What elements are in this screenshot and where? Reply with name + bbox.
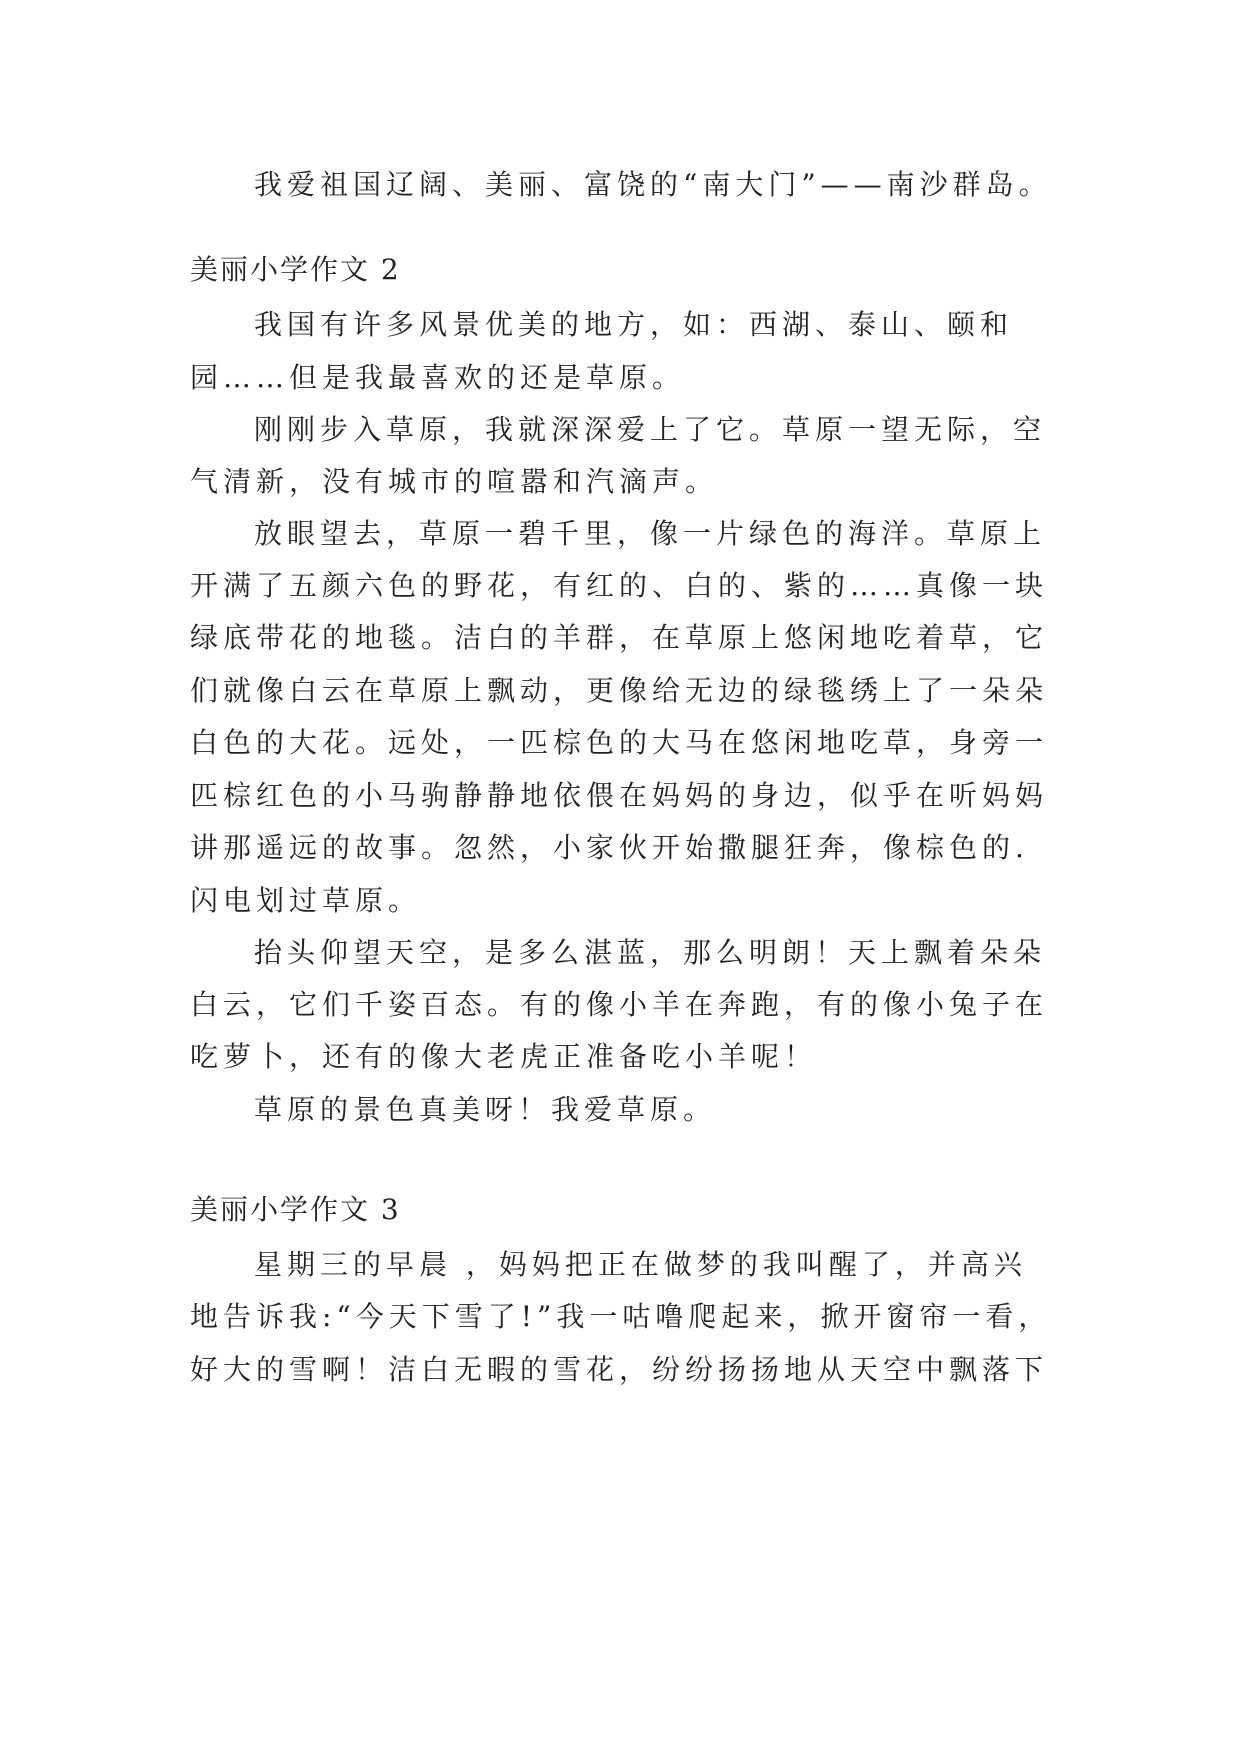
paragraph-line: 草原的景色真美呀！我爱草原。 (254, 1093, 717, 1126)
paragraph-line: 抬头仰望天空，是多么湛蓝，那么明朗！天上飘着朵朵 (254, 936, 1047, 969)
essay-heading-3: 美丽小学作文 3 (190, 1193, 401, 1226)
paragraph-line: 园……但是我最喜欢的还是草原。 (190, 361, 686, 394)
paragraph-line: 讲那遥远的故事。忽然，小家伙开始撒腿狂奔，像棕色的. (190, 831, 1029, 864)
paragraph-line: 白云，它们千姿百态。有的像小羊在奔跑，有的像小兔子在 (190, 988, 1049, 1021)
essay-heading-2: 美丽小学作文 2 (190, 253, 401, 286)
paragraph-line: 刚刚步入草原，我就深深爱上了它。草原一望无际，空 (254, 413, 1047, 446)
paragraph-line: 闪电划过草原。 (190, 884, 422, 917)
paragraph-line: 星期三的早晨 ，妈妈把正在做梦的我叫醒了，并高兴 (254, 1248, 1027, 1281)
paragraph-line: 吃萝卜，还有的像大老虎正准备吃小羊呢！ (190, 1040, 818, 1073)
paragraph-line: 我国有许多风景优美的地方，如：西湖、泰山、颐和 (254, 308, 1014, 341)
paragraph-line: 白色的大花。远处，一匹棕色的大马在悠闲地吃草，身旁一 (190, 726, 1049, 759)
paragraph-line: 地告诉我:“今天下雪了!”我一咕噜爬起来，掀开窗帘一看， (190, 1300, 1052, 1333)
paragraph-line: 绿底带花的地毯。洁白的羊群，在草原上悠闲地吃着草，它 (190, 621, 1049, 654)
paragraph-line: 开满了五颜六色的野花，有红的、白的、紫的……真像一块 (190, 569, 1049, 602)
paragraph-line: 们就像白云在草原上飘动，更像给无边的绿毯绣上了一朵朵 (190, 674, 1049, 707)
paragraph-line: 匹棕红色的小马驹静静地依偎在妈妈的身边，似乎在听妈妈 (190, 779, 1049, 812)
paragraph-line: 放眼望去，草原一碧千里，像一片绿色的海洋。草原上 (254, 517, 1047, 550)
paragraph-line: 我爱祖国辽阔、美丽、富饶的“南大门”——南沙群岛。 (254, 168, 1052, 201)
paragraph-line: 好大的雪啊！洁白无暇的雪花，纷纷扬扬地从天空中飘落下 (190, 1353, 1049, 1386)
paragraph-line: 气清新，没有城市的喧嚣和汽滴声。 (190, 465, 719, 498)
